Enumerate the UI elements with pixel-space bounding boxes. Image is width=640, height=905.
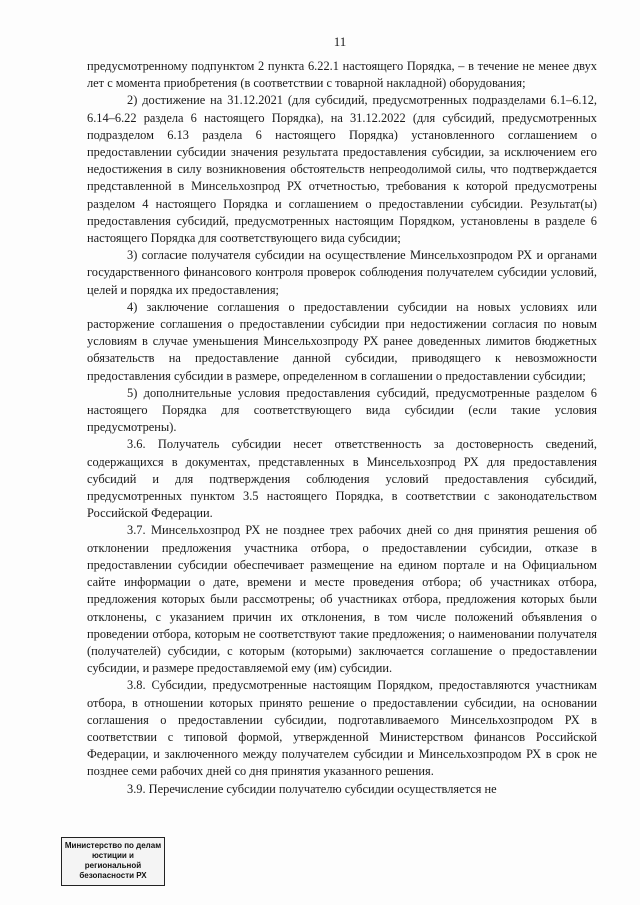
stamp-line-1: Министерство по делам	[64, 841, 162, 850]
paragraph-3-6: 3.6. Получатель субсидии несет ответственность за достоверность сведений, содержащихся в документах, представленных в Минсельхозпрод РХ для предоставления субсидий и для подтверждения соблюдения условий предоставления субсидий, предусмотренных пунктом 3.5 настоящего Порядка, в соответствии с законодательством Российской Федерации.	[87, 437, 597, 521]
stamp-line-3: безопасности РХ	[79, 871, 147, 880]
stamp-line-2: юстиции и региональной	[84, 851, 142, 870]
paragraph-item-2: 2) достижение на 31.12.2021 (для субсидий, предусмотренных подразделами 6.1–6.12, 6.14–6.22 раздела 6 настоящего Порядка), на 31.12.2022 (для субсидий, предусмотренных подразделом 6.13 раздела 6 настоящего Порядка) установленного соглашением о предоставлении субсидии значения результата предоставления субсидии, за исключением его недостижения в силу возникновения обстоятельств непреодолимой силы, что подтверждается представленной в Минсельхозпрод РХ отчетностью, требования к которой предусмотрены разделом 4 настоящего Порядка и соглашением о предоставлении субсидии. Результат(ы) предоставления субсидий, предусмотренных настоящим Порядком, установлены в разделе 6 настоящего Порядка для соответствующего вида субсидии;	[87, 93, 597, 246]
paragraph-item-3: 3) согласие получателя субсидии на осуществление Минсельхозпродом РХ и органами государственного финансового контроля проверок соблюдения получателем субсидии условий, целей и порядка их предоставления;	[87, 248, 597, 297]
paragraph-item-4: 4) заключение соглашения о предоставлении субсидии на новых условиях или расторжение соглашения о предоставлении субсидии при недостижении согласия по новым условиям в случае уменьшения Минсельхозпроду РХ ранее доведенных лимитов бюджетных обязательств на предоставление данной субсидии, приводящего к невозможности предоставления субсидии в размере, определенном в соглашении о предоставлении субсидии;	[87, 299, 597, 383]
paragraph-continuation: предусмотренному подпунктом 2 пункта 6.22.1 настоящего Порядка, – в течение не менее двух лет с момента приобретения (в соответствии с товарной накладной) оборудования;	[87, 59, 597, 91]
paragraph-3-9: 3.9. Перечисление субсидии получателю субсидии осуществляется не	[127, 781, 497, 796]
document-body	[87, 58, 597, 798]
page-number: 11	[333, 34, 347, 49]
paragraph-item-5: 5) дополнительные условия предоставления субсидий, предусмотренные разделом 6 настоящего Порядка для соответствующего вида субсидии (если такие условия предусмотрены).	[87, 385, 597, 435]
paragraph-3-8: 3.8. Субсидии, предусмотренные настоящим Порядком, предоставляются участникам отбора, в отношении которых принято решение о предоставлении субсидии, на основании соглашения о предоставлении субсидии, подготавливаемого Минсельхозпродом РХ в соответствии с типовой формой, утвержденной Министерством финансов Российской Федерации, и заключенного между получателем субсидии и Минсельхозпродом РХ в срок не позднее семи рабочих дней со дня принятия указанного решения.	[87, 678, 597, 779]
paragraph-3-7: 3.7. Минсельхозпрод РХ не позднее трех рабочих дней со дня принятия решения об отклонении предложения участника отбора, о предоставлении субсидии, отказе в предоставлении субсидии обеспечивает размещение на едином портале и на Официальном сайте информации о дате, времени и месте проведения отбора; об участниках отбора, предложения которых были рассмотрены; об участниках отбора, предложения которых были отклонены, с указанием причин их отклонения, в том числе положений объявления о проведении отбора, которым не соответствуют такие предложения; о наименовании получателя (получателей) субсидии, с которым (которыми) заключается соглашение о предоставлении субсидии, и размере предоставляемой ему (им) субсидии.	[87, 523, 597, 676]
registration-stamp	[61, 837, 165, 886]
